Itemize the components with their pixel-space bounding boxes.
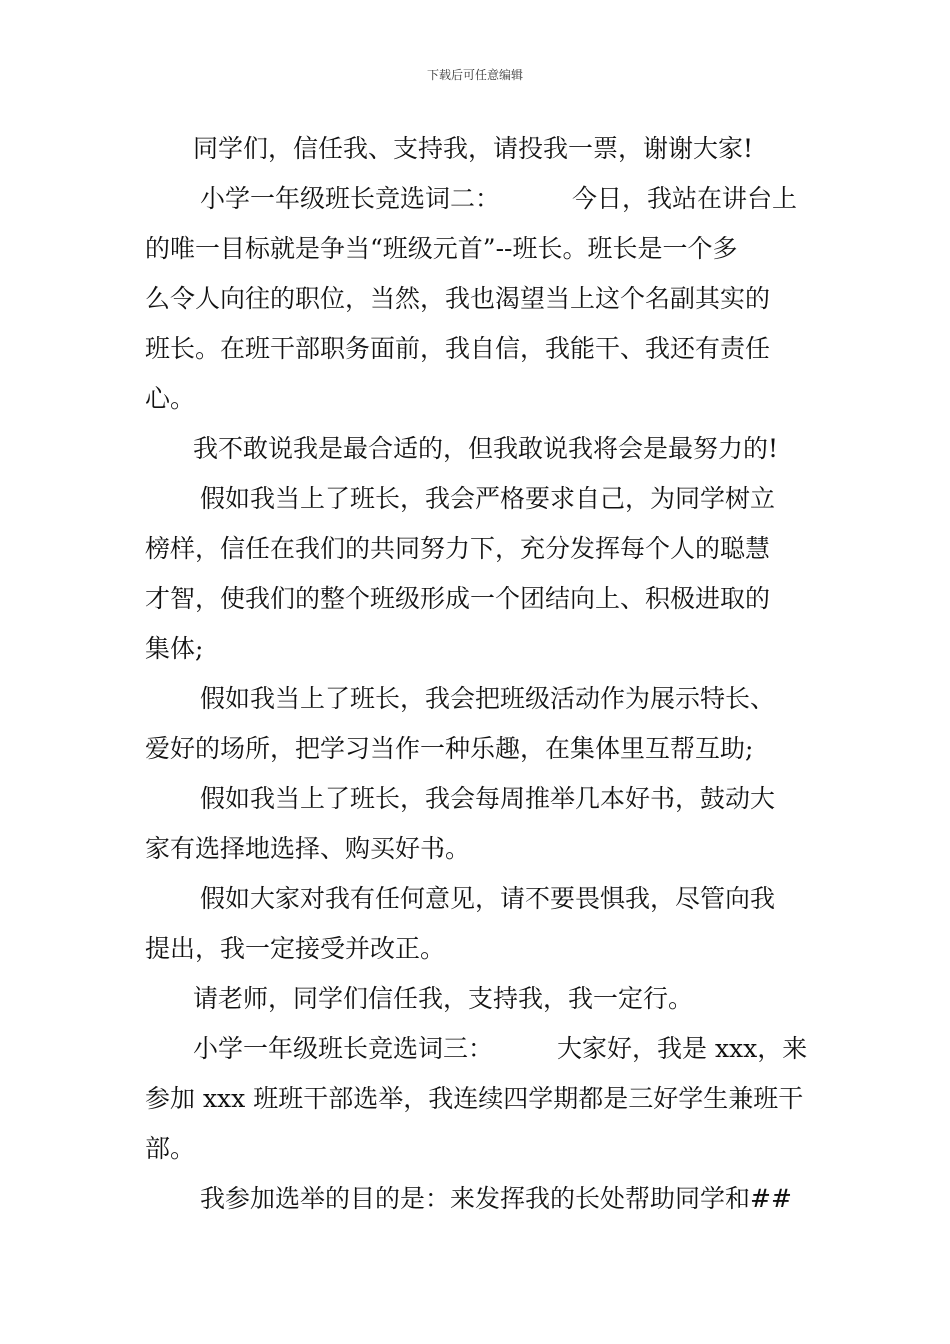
text-line: 部。 — [145, 1134, 196, 1163]
text-line — [193, 1032, 815, 1066]
section-heading-2: 小学一年级班长竞选词二： — [200, 184, 501, 213]
text-line: 我参加选举的目的是：来发挥我的长处帮助同学和## — [200, 1184, 792, 1213]
text-line: 心。 — [145, 384, 196, 413]
text-line: 参加 xxx 班班干部选举，我连续四学期都是三好学生兼班干 — [145, 1084, 804, 1113]
text-line: 爱好的场所，把学习当作一种乐趣，在集体里互帮互助; — [145, 734, 754, 763]
section-heading-3: 小学一年级班长竞选词三： — [193, 1034, 494, 1063]
text-line: 假如我当上了班长，我会把班级活动作为展示特长、 — [200, 684, 776, 713]
text-line: 我不敢说我是最合适的，但我敢说我将会是最努力的! — [193, 434, 779, 463]
text-line: 假如我当上了班长，我会严格要求自己，为同学树立 — [200, 484, 776, 513]
text-line: 么令人向往的职位，当然，我也渴望当上这个名副其实的 — [145, 284, 771, 313]
text-line: 班长。在班干部职务面前，我自信，我能干、我还有责任 — [145, 334, 771, 363]
text-line: 提出，我一定接受并改正。 — [145, 934, 446, 963]
text-segment: 大家好，我是 xxx，来 — [557, 1034, 808, 1063]
text-line: 的唯一目标就是争当“班级元首”--班长。班长是一个多 — [145, 234, 738, 263]
text-segment: 今日，我站在讲台上 — [572, 184, 798, 213]
text-line: 集体; — [145, 634, 204, 663]
text-line — [200, 182, 815, 216]
text-line: 同学们，信任我、支持我，请投我一票，谢谢大家! — [193, 134, 754, 163]
text-line: 家有选择地选择、购买好书。 — [145, 834, 471, 863]
text-line: 假如大家对我有任何意见，请不要畏惧我，尽管向我 — [200, 884, 776, 913]
text-line: 榜样，信任在我们的共同努力下，充分发挥每个人的聪慧 — [145, 534, 771, 563]
text-line: 请老师，同学们信任我，支持我，我一定行。 — [193, 984, 694, 1013]
text-line: 才智，使我们的整个班级形成一个团结向上、积极进取的 — [145, 584, 771, 613]
text-line: 假如我当上了班长，我会每周推举几本好书，鼓动大 — [200, 784, 776, 813]
page-header: 下载后可任意编辑 — [426, 68, 523, 82]
